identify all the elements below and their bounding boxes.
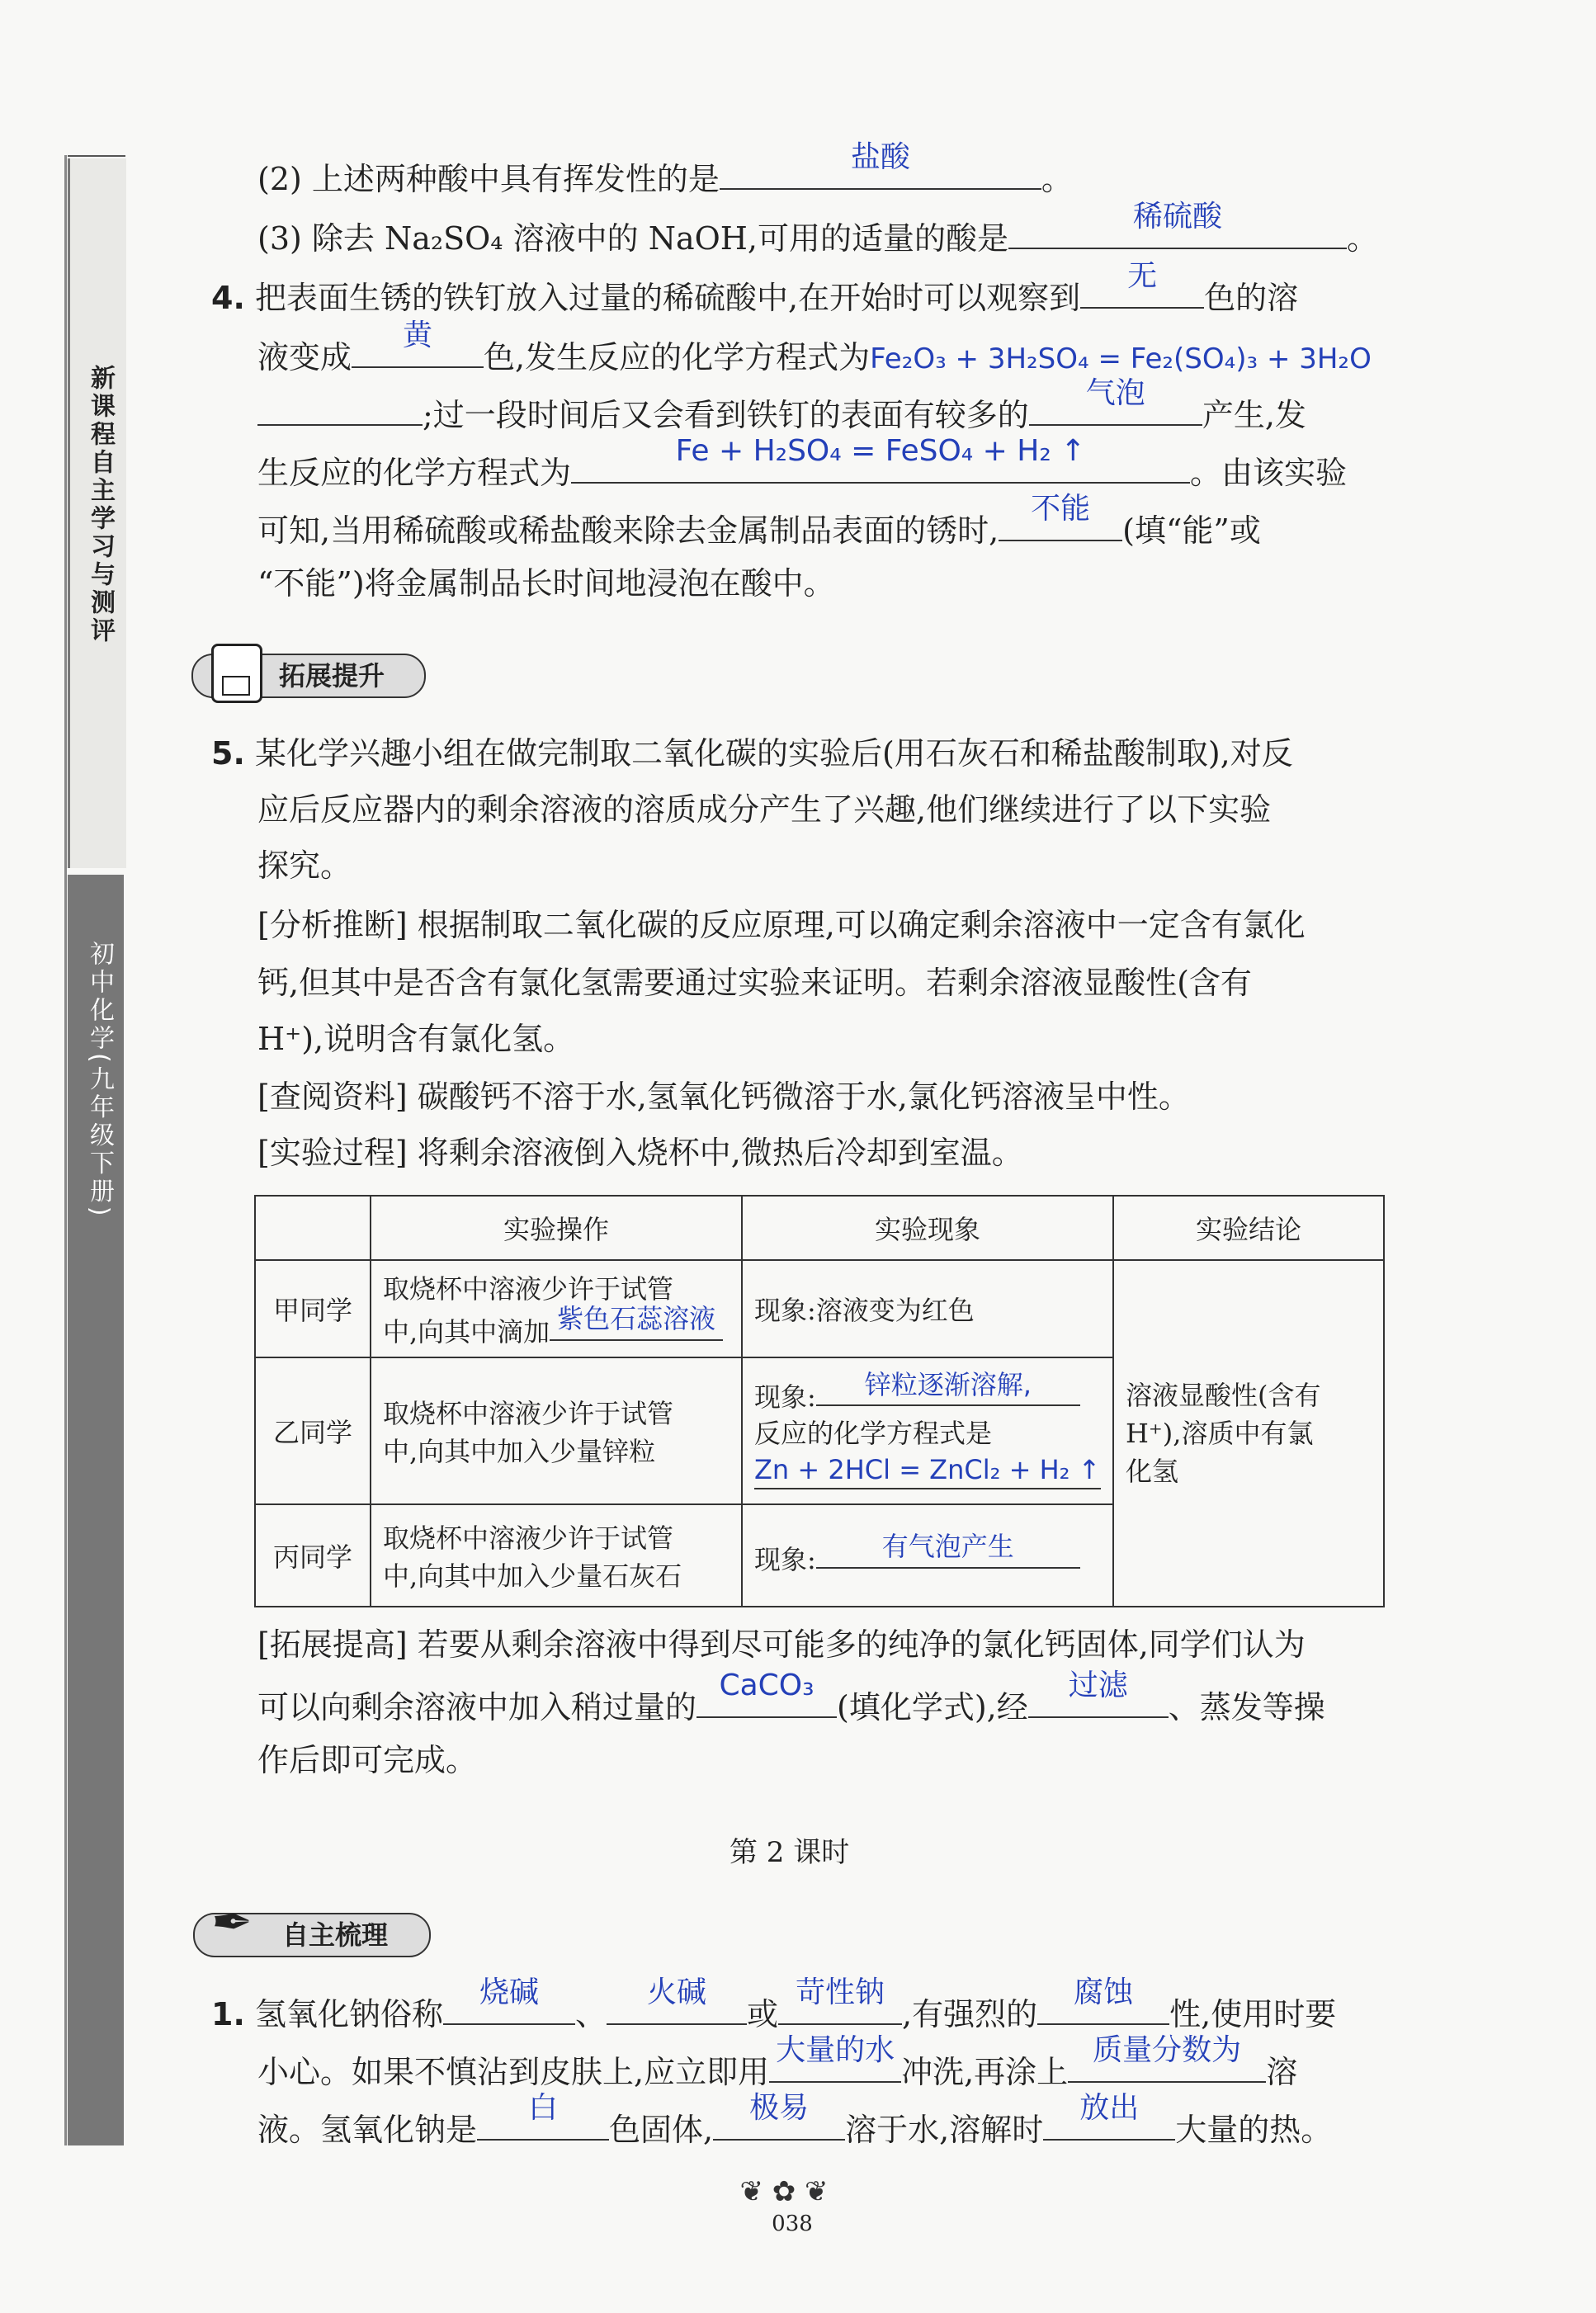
sidebar-bottom-panel bbox=[68, 875, 124, 2145]
answer-blank: 烧碱 bbox=[479, 1975, 539, 2009]
q5-analysis-2: 钙,但其中是否含有氯化氢需要通过实验来证明。若剩余溶液显酸性(含有 bbox=[257, 965, 1252, 1001]
sidebar-top-panel bbox=[68, 158, 126, 868]
table-header: 实验操作 bbox=[371, 1196, 742, 1260]
q5-ext-3: 作后即可完成。 bbox=[257, 1742, 478, 1778]
answer-blank: 不能 bbox=[1031, 492, 1091, 526]
operation-cell: 取烧杯中溶液少许于试管 中,向其中滴加 紫色石蕊溶液 bbox=[371, 1260, 742, 1357]
answer-blank: 盐酸 bbox=[850, 140, 910, 174]
answer-blank: 有气泡产生 bbox=[881, 1531, 1014, 1562]
q5-process: [实验过程] 将剩余溶液倒入烧杯中,微热后冷却到室温。 bbox=[257, 1135, 1023, 1171]
experiment-table bbox=[254, 1195, 1385, 1607]
answer-blank: 白 bbox=[528, 2091, 559, 2125]
answer-blank: 无 bbox=[1127, 259, 1158, 293]
student-name: 甲同学 bbox=[255, 1260, 371, 1357]
q5-line2: 应后反应器内的剩余溶液的溶质成分产生了兴趣,他们继续进行了以下实验 bbox=[257, 791, 1272, 828]
answer-blank: 大量的水 bbox=[776, 2033, 895, 2067]
answer-blank: 火碱 bbox=[647, 1975, 707, 2009]
q1-line3: 液。氢氧化钠是 白 色固体, 极易 溶于水,溶解时 放出 大量的热。 bbox=[257, 2103, 1332, 2152]
page-number: 038 bbox=[772, 2212, 813, 2236]
table-header bbox=[255, 1196, 371, 1260]
operation-cell: 取烧杯中溶液少许于试管 中,向其中加入少量锌粒 bbox=[371, 1357, 742, 1504]
sidebar-top-rule bbox=[68, 155, 125, 157]
answer-blank: 质量分数为 bbox=[1093, 2033, 1242, 2067]
answer-blank: 稀硫酸 bbox=[1132, 200, 1222, 234]
section-header-self-study: ✒ 自主梳理 bbox=[193, 1913, 431, 1957]
q4-line4: 生反应的化学方程式为 Fe + H₂SO₄ = FeSO₄ + H₂ ↑ 。由该实验 bbox=[257, 446, 1347, 495]
floppy-icon bbox=[211, 644, 262, 703]
q4-line6: “不能”)将金属制品长时间地浸泡在酸中。 bbox=[257, 565, 835, 602]
q4-line1: 4. 把表面生锈的铁钉放入过量的稀硫酸中,在开始时可以观察到 无 色的溶 bbox=[211, 271, 1298, 320]
q5-line3: 探究。 bbox=[257, 847, 352, 884]
q4-line3: ;过一段时间后又会看到铁钉的表面有较多的 气泡 产生,发 bbox=[257, 388, 1306, 437]
q5-ext-2: 可以向剩余溶液中加入稍过量的 CaCO₃ (填化学式),经 过滤 、蒸发等操 bbox=[257, 1680, 1325, 1730]
equation-answer: Fe₂O₃ + 3H₂SO₄ = Fe₂(SO₄)₃ + 3H₂O bbox=[870, 342, 1372, 375]
student-name: 丙同学 bbox=[255, 1504, 371, 1607]
answer-blank: 锌粒逐渐溶解, bbox=[864, 1368, 1032, 1400]
equation-answer: Zn + 2HCl = ZnCl₂ + H₂ ↑ bbox=[754, 1452, 1101, 1489]
q5-line1: 5. 某化学兴趣小组在做完制取二氧化碳的实验后(用石灰石和稀盐酸制取),对反 bbox=[211, 735, 1293, 772]
pen-icon: ✒ bbox=[211, 1894, 253, 1952]
q1-line2: 小心。如果不慎沾到皮肤上,应立即用 大量的水 冲洗,再涂上 质量分数为 溶 bbox=[257, 2045, 1297, 2094]
footer-ornament-icon: ❦ ✿ ❦ bbox=[739, 2175, 829, 2208]
conclusion-cell: 溶液显酸性(含有 H⁺),溶质中有氯 化氢 bbox=[1113, 1260, 1384, 1607]
student-name: 乙同学 bbox=[255, 1357, 371, 1504]
table-header: 实验现象 bbox=[742, 1196, 1113, 1260]
answer-blank: 过滤 bbox=[1068, 1669, 1128, 1702]
observation-cell: 现象: 有气泡产生 bbox=[742, 1504, 1113, 1607]
q1-line1: 1. 氢氧化钠俗称 烧碱 、 火碱 或 苛性钠 ,有强烈的 腐蚀 性,使用时要 bbox=[211, 1987, 1336, 2037]
section-header-extension: 拓展提升 bbox=[191, 654, 426, 698]
answer-blank: 极易 bbox=[749, 2091, 810, 2125]
lesson-heading: 第 2 课时 bbox=[730, 1836, 850, 1869]
q-prev-part2: (2) 上述两种酸中具有挥发性的是 盐酸 。 bbox=[257, 152, 1073, 201]
answer-blank: 腐蚀 bbox=[1074, 1975, 1134, 2009]
q5-ext-1: [拓展提高] 若要从剩余溶液中得到尽可能多的纯净的氯化钙固体,同学们认为 bbox=[257, 1626, 1306, 1663]
equation-answer: Fe + H₂SO₄ = FeSO₄ + H₂ ↑ bbox=[675, 434, 1086, 468]
answer-blank: CaCO₃ bbox=[719, 1669, 815, 1702]
q5-analysis-1: [分析推断] 根据制取二氧化碳的反应原理,可以确定剩余溶液中一定含有氯化 bbox=[257, 907, 1306, 943]
observation-cell: 现象: 锌粒逐渐溶解, 反应的化学方程式是 Zn + 2HCl = ZnCl₂ + H₂ ↑ bbox=[742, 1357, 1113, 1504]
book-subject: 初中化学(九年级下册) bbox=[85, 941, 114, 1220]
answer-blank: 黄 bbox=[403, 319, 433, 352]
q-prev-part3: (3) 除去 Na₂SO₄ 溶液中的 NaOH,可用的适量的酸是 稀硫酸 。 bbox=[257, 211, 1378, 261]
q5-analysis-3: H⁺),说明含有氯化氢。 bbox=[257, 1021, 575, 1057]
answer-blank: 紫色石蕊溶液 bbox=[557, 1303, 716, 1334]
table-header: 实验结论 bbox=[1113, 1196, 1384, 1260]
answer-blank: 气泡 bbox=[1085, 376, 1145, 410]
operation-cell: 取烧杯中溶液少许于试管 中,向其中加入少量石灰石 bbox=[371, 1504, 742, 1607]
answer-blank: 放出 bbox=[1079, 2091, 1140, 2125]
q4-line5: 可知,当用稀硫酸或稀盐酸来除去金属制品表面的锈时, 不能 (填“能”或 bbox=[257, 503, 1261, 553]
observation-cell: 现象:溶液变为红色 bbox=[742, 1260, 1113, 1357]
sidebar-divider bbox=[64, 155, 67, 2145]
answer-blank: 苛性钠 bbox=[796, 1975, 885, 2009]
q4-line2: 液变成 黄 色,发生反应的化学方程式为Fe₂O₃ + 3H₂SO₄ = Fe₂(SO₄)₃ + 3H₂O bbox=[257, 330, 1372, 381]
q5-check: [查阅资料] 碳酸钙不溶于水,氢氧化钙微溶于水,氯化钙溶液呈中性。 bbox=[257, 1079, 1190, 1115]
book-title: 新课程自主学习与测评 bbox=[86, 365, 115, 645]
